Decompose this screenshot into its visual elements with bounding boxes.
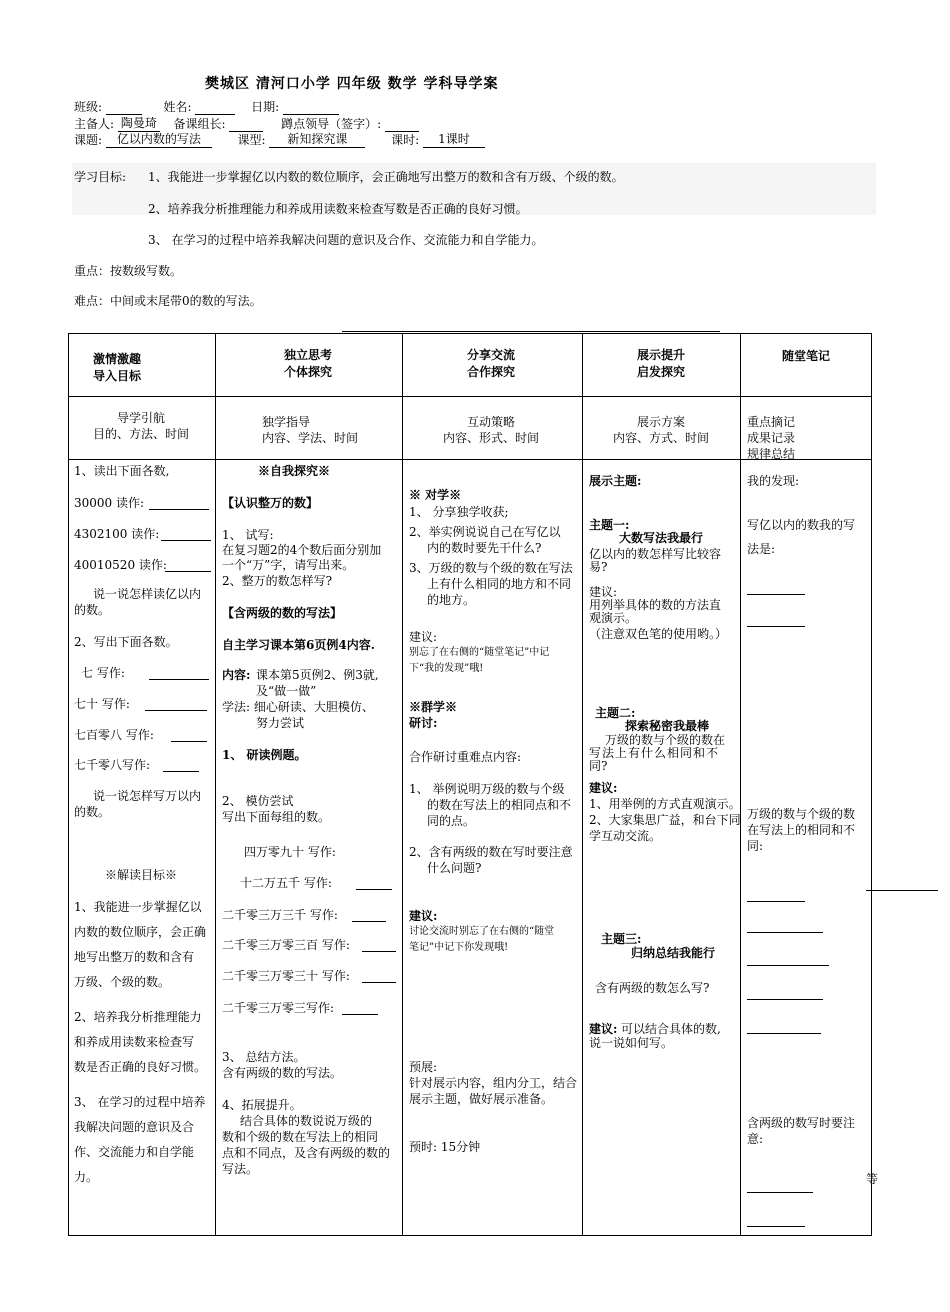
c2-p3: 3、 总结方法。 [222, 1050, 306, 1064]
head-2a: 独立思考 [284, 348, 333, 362]
c2-e4-blank[interactable] [362, 951, 396, 952]
c3-pre: 预展: [409, 1060, 438, 1074]
type-value: 新知探究课 [269, 130, 365, 148]
c1-ga4: 万级、个级的数。 [74, 975, 171, 989]
c4-t2q3: 同? [589, 759, 608, 773]
body-cell-2 [216, 460, 403, 1236]
c3-head2: ※群学※ [409, 700, 458, 714]
difficult-point: 难点：中间或末尾带0的数的写法。 [74, 294, 262, 308]
c2-p2: 2、 模仿尝试 [222, 794, 294, 808]
sub-5c: 规律总结 [747, 447, 796, 461]
c1-gc2: 我解决问题的意识及合 [74, 1120, 195, 1134]
c4-s1: 建议: [589, 585, 618, 599]
c5-f3a: 含两级的数写时要注 [747, 1116, 856, 1130]
separator-line [342, 331, 720, 332]
head-cell-2 [216, 334, 403, 397]
topic-label: 课题: [74, 133, 103, 147]
head-2b: 个体探究 [284, 365, 333, 379]
c4-t1t: 大数写法我最行 [619, 531, 704, 545]
sub-1a: 导学引航 [117, 411, 166, 425]
c4-t3q: 含有两级的数怎么写? [595, 981, 710, 995]
leader-sign-label: 蹲点领导（签字）: [281, 117, 382, 131]
c4-head: 展示主题: [589, 474, 642, 488]
c1-ga2: 内数的数位顺序，会正确 [74, 925, 207, 939]
c1-gb3: 数是否正确的良好习惯。 [74, 1060, 207, 1074]
c5-blank-9[interactable] [747, 1226, 805, 1227]
header-row-1 [74, 98, 339, 115]
c3-a2a: 2、举实例说说自己在写亿以 [409, 525, 561, 539]
c1-r1: 1、读出下面各数, [74, 464, 170, 478]
c3-d1c: 同的点。 [427, 814, 476, 828]
c1-n3-blank[interactable] [165, 571, 211, 572]
c3-sug1b: 下“我的发现”哦! [409, 663, 484, 674]
c4-t2: 主题二: [595, 706, 636, 720]
head-3a: 分享交流 [467, 348, 516, 362]
c2-method2: 努力尝试 [256, 716, 305, 730]
c3-a2b: 内的数时要先干什么? [427, 541, 542, 555]
c3-disc: 合作研讨重难点内容: [409, 750, 522, 764]
c1-gc3: 作、交流能力和自学能 [74, 1145, 195, 1159]
c4-s1a: 用列举具体的数的方法直 [589, 598, 722, 612]
c2-content2: 及“做一做” [256, 684, 317, 698]
sub-cell-5 [741, 397, 872, 460]
name-field[interactable] [195, 101, 235, 115]
head-4b: 启发探究 [637, 365, 686, 379]
c4-t1q2: 易? [589, 560, 608, 574]
c5-blank-7[interactable] [747, 1033, 821, 1034]
c3-sug2b: 笔记”中记下你发现哦! [409, 942, 509, 953]
head-cell-5 [741, 334, 872, 397]
c3-a3b: 上有什么相同的地方和不同 [427, 577, 572, 591]
c3-sug1a: 别忘了在右侧的“随堂笔记”中记 [409, 647, 550, 658]
c5-blank-6[interactable] [747, 999, 823, 1000]
date-field[interactable] [283, 101, 339, 115]
margin-note: 等 [866, 1172, 879, 1186]
c4-t3: 主题三: [601, 932, 642, 946]
c3-head1: ※ 对学※ [409, 488, 462, 502]
c2-p4b: 数和个级的数在写法上的相同 [222, 1130, 379, 1144]
sub-4b: 内容、方式、时间 [613, 431, 710, 445]
sub-3a: 互动策略 [467, 415, 516, 429]
c2-e6: 二千零三万零三写作: [222, 1001, 335, 1015]
c5-blank-5[interactable] [747, 965, 829, 966]
c2-t1b: 一个“万”字，请写出来。 [222, 558, 355, 572]
body-cell-3 [403, 460, 583, 1236]
c3-pre1: 针对展示内容，组内分工，结合 [409, 1076, 578, 1090]
margin-line [866, 890, 938, 891]
c5-blank-8[interactable] [747, 1192, 813, 1193]
c3-sug1: 建议: [409, 630, 438, 644]
c4-t2q1: 万级的数与个级的数在 [605, 733, 726, 747]
body-cell-5 [741, 460, 872, 1236]
c2-e2-blank[interactable] [356, 889, 392, 890]
c2-p2a: 写出下面每组的数。 [222, 810, 331, 824]
c4-s3: 建议: [589, 1022, 618, 1036]
sub-4a: 展示方案 [637, 415, 686, 429]
page-title: 樊城区 清河口小学 四年级 数学 学科导学案 [205, 76, 499, 92]
class-field[interactable] [106, 101, 142, 115]
c1-say2a: 说一说怎样写万以内 [93, 789, 202, 803]
c2-sec1: 【认识整万的数】 [222, 496, 319, 510]
body-cell-4 [583, 460, 741, 1236]
c4-s2b: 2、大家集思广益，和台下同 [589, 813, 741, 827]
sub-3b: 内容、形式、时间 [443, 431, 540, 445]
c4-s2: 建议: [589, 781, 618, 795]
c4-s1c: （注意双色笔的使用哟。） [589, 627, 728, 641]
c2-p1: 1、 研读例题。 [222, 748, 307, 762]
head-5: 随堂笔记 [782, 349, 831, 363]
c2-p4: 4、拓展提升。 [222, 1098, 302, 1112]
c1-ga1: 1、我能进一步掌握亿以 [74, 900, 202, 914]
c2-e5: 二千零三万零三十 写作: [222, 969, 350, 983]
c1-n1-blank[interactable] [149, 509, 209, 510]
c2-e2: 十二万五千 写作: [240, 876, 332, 890]
c2-sec2: 【含两级的数的写法】 [222, 606, 343, 620]
c2-head: ※自我探究※ [258, 464, 331, 478]
head-1a: 激情激趣 [93, 352, 142, 366]
c2-e6-blank[interactable] [342, 1014, 378, 1015]
c2-p4a: 结合具体的数说说万级的 [240, 1114, 373, 1128]
c3-a3a: 3、万级的数与个级的数在写法 [409, 561, 573, 575]
c5-blank-1[interactable] [747, 594, 805, 595]
c3-d1b: 的数在写法上的相同点和不 [427, 798, 572, 812]
sub-2b: 内容、学法、时间 [262, 431, 359, 445]
c2-e5-blank[interactable] [362, 982, 396, 983]
c5-find: 我的发现: [747, 474, 800, 488]
c2-p4d: 写法。 [222, 1162, 259, 1176]
c4-s2c: 学互动交流。 [589, 829, 662, 843]
sub-1b: 目的、方法、时间 [93, 427, 190, 441]
c1-goal-head: ※解读目标※ [105, 868, 178, 882]
goal-1: 1、我能进一步掌握亿以内数的数位顺序，会正确地写出整万的数和含有万级、个级的数。 [148, 170, 624, 184]
c1-say1a: 说一说怎样读亿以内 [93, 587, 202, 601]
type-label: 课型: [237, 133, 266, 147]
class-label: 班级: [74, 100, 103, 114]
head-1b: 导入目标 [93, 369, 142, 383]
head-4a: 展示提升 [637, 348, 686, 362]
sub-cell-4 [583, 397, 741, 460]
c1-gb2: 和养成用读数来检查写 [74, 1035, 195, 1049]
c1-gc4: 力。 [74, 1170, 99, 1184]
c5-blank-3[interactable] [747, 901, 805, 902]
c1-say1b: 的数。 [74, 603, 111, 617]
c1-gb1: 2、培养我分析推理能力 [74, 1010, 202, 1024]
c2-content-label: 内容: [222, 668, 251, 682]
c1-say2b: 的数。 [74, 805, 111, 819]
c5-f2c: 同: [747, 839, 764, 853]
c2-e1: 四万零九十 写作: [244, 845, 336, 859]
c3-a1: 1、 分享独学收获; [409, 505, 509, 519]
c1-ga3: 地写出整万的数和含有 [74, 950, 195, 964]
c4-t3t: 归纳总结我能行 [631, 946, 716, 960]
sub-2a: 独学指导 [262, 415, 311, 429]
head-cell-3 [403, 334, 583, 397]
c3-sug2: 建议: [409, 909, 438, 923]
c5-f2b: 在写法上的相同和不 [747, 823, 856, 837]
c5-f2a: 万级的数与个级的数 [747, 807, 856, 821]
c2-e3-blank[interactable] [352, 921, 386, 922]
c5-blank-2[interactable] [747, 626, 805, 627]
c2-t1a: 在复习题2的4个数后面分别加 [222, 543, 382, 557]
c1-r2: 2、写出下面各数。 [74, 635, 178, 649]
c2-t1: 1、 试写: [222, 528, 274, 542]
period-value: 1课时 [423, 130, 485, 148]
c4-s3b: 说一说如何写。 [589, 1036, 674, 1050]
lesson-table [68, 333, 872, 1236]
sub-cell-1 [69, 397, 216, 460]
c1-n2-blank[interactable] [161, 540, 211, 541]
header-row-3 [74, 130, 485, 148]
c1-n1: 30000 读作: [74, 496, 145, 510]
key-point: 重点：按数级写数。 [74, 264, 183, 278]
preparer-label: 主备人: [74, 117, 115, 131]
body-cell-1 [69, 460, 216, 1236]
c2-p4c: 点和不同点，及含有两级的数的 [222, 1146, 391, 1160]
c3-d1a: 1、 举例说明万级的数与个级 [409, 782, 565, 796]
c1-w2: 七十 写作: [74, 697, 130, 711]
c3-d2a: 2、含有两级的数在写时要注意 [409, 845, 573, 859]
c5-f3b: 意: [747, 1132, 764, 1146]
c1-w1-blank[interactable] [149, 679, 209, 680]
c1-n3: 40010520 读作: [74, 558, 167, 572]
c4-t1q1: 亿以内的数怎样写比较容 [589, 547, 722, 561]
c1-w3-blank[interactable] [171, 741, 207, 742]
preparer-value: 陶曼琦 [118, 114, 160, 132]
c4-s2a: 1、用举例的方式直观演示。 [589, 797, 741, 811]
topic-value: 亿以内数的写法 [106, 130, 212, 148]
goals-label: 学习目标: [74, 170, 127, 184]
c2-e4: 二千零三万零三百 写作: [222, 938, 350, 952]
c1-w4: 七千零八写作: [74, 758, 151, 772]
c5-blank-4[interactable] [747, 932, 823, 933]
head-cell-1 [69, 334, 216, 397]
c5-f1b: 法是: [747, 542, 776, 556]
c1-w1: 七 写作: [81, 666, 125, 680]
c3-pre2: 展示主题，做好展示准备。 [409, 1092, 554, 1106]
period-label: 课时: [391, 133, 420, 147]
c4-t2t: 探索秘密我最棒 [625, 719, 710, 733]
c1-n2: 4302100 读作: [74, 527, 160, 541]
c1-w4-blank[interactable] [163, 771, 199, 772]
date-label: 日期: [251, 100, 280, 114]
c1-w3: 七百零八 写作: [74, 728, 154, 742]
head-cell-4 [583, 334, 741, 397]
c2-p3a: 含有两级的数的写法。 [222, 1066, 343, 1080]
c4-t2q2: 写法上有什么相同和不 [589, 746, 720, 760]
head-3b: 合作探究 [467, 365, 516, 379]
c2-e3: 二千零三万三千 写作: [222, 908, 338, 922]
c2-content1: 课本第5页例2、例3就, [256, 668, 379, 682]
c1-gc1: 3、 在学习的过程中培养 [74, 1095, 206, 1109]
c3-a3c: 的地方。 [427, 593, 476, 607]
goal-3: 3、 在学习的过程中培养我解决问题的意识及合作、交流能力和自学能力。 [148, 233, 544, 247]
sub-cell-3 [403, 397, 583, 460]
c4-s3a: 可以结合具体的数, [621, 1022, 721, 1036]
c3-d2b: 什么问题? [427, 861, 482, 875]
c4-t1: 主题一: [589, 518, 630, 532]
sub-5b: 成果记录 [747, 431, 796, 445]
goal-2: 2、培养我分析推理能力和养成用读数来检查写数是否正确的良好习惯。 [148, 202, 528, 216]
sub-cell-2 [216, 397, 403, 460]
c3-sug2a: 讨论交流时别忘了在右侧的“随堂 [409, 926, 555, 937]
c2-t2: 2、整万的数怎样写? [222, 574, 333, 588]
c2-method1: 学法: 细心研读、大胆模仿、 [222, 700, 374, 714]
c3-study: 研讨: [409, 716, 438, 730]
c3-time: 预时: 15分钟 [409, 1140, 481, 1154]
group-leader-label: 备课组长: [173, 117, 226, 131]
c1-w2-blank[interactable] [145, 710, 207, 711]
sub-5a: 重点摘记 [747, 415, 796, 429]
name-label: 姓名: [163, 100, 192, 114]
c2-self: 自主学习课本第6页例4内容. [222, 638, 375, 652]
c5-f1a: 写亿以内的数我的写 [747, 518, 856, 532]
c4-s1b: 观演示。 [589, 611, 638, 625]
